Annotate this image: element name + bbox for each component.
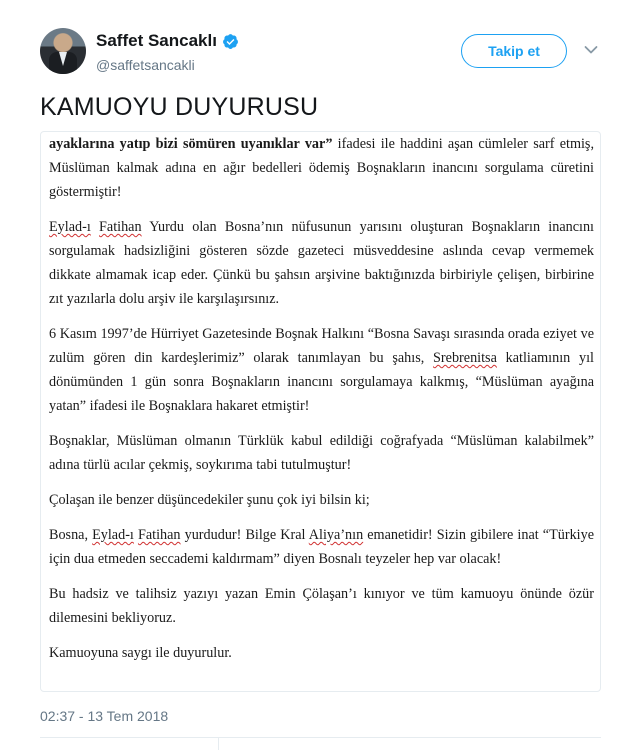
paragraph-3 — [49, 322, 594, 418]
spellcheck-word: Fatihan — [99, 219, 142, 235]
paragraph-1-bold: ayaklarına yatıp bizi sömüren uyanıklar var” — [49, 136, 333, 152]
paragraph-6-part-a: Bosna, — [49, 527, 93, 543]
paragraph-8: Kamuoyuna saygı ile duyurulur. — [49, 645, 232, 661]
stats-divider — [218, 737, 219, 750]
paragraph-4: Boşnaklar, Müslüman olmanın Türklük kabul edildiği coğrafyada “Müslüman kalabilmek” adına türlü acılar çekmiş, soykırıma tabi tutulmuştur! — [49, 433, 594, 473]
name-row — [96, 31, 239, 51]
divider — [40, 737, 601, 738]
paragraph-3-part-b: katliamının yıl dönümünden 1 gün sonra Boşnakların inancını sorgulamaya kalkmış, “Müslüman ayağına yatan” ifadesi ile Boşnaklara hakaret etmiştir! — [49, 350, 594, 414]
tweet-title: KAMUOYU DUYURUSU — [40, 93, 319, 121]
paragraph-2 — [49, 215, 594, 311]
paragraph-5: Çolaşan ile benzer düşüncedekiler şunu çok iyi bilsin ki; — [49, 492, 370, 508]
spellcheck-word: Eylad-ı — [92, 527, 134, 543]
tweet-timestamp[interactable]: 02:37 - 13 Tem 2018 — [40, 708, 169, 724]
user-name[interactable]: Saffet Sancaklı — [96, 31, 217, 50]
follow-button[interactable]: Takip et — [461, 34, 567, 68]
paragraph-1 — [49, 132, 594, 204]
paragraph-1-rest: ifadesi ile haddini aşan cümleler sarf etmiş, Müslüman kalmak adına en ağır bedelleri ödemiş Boşnakların inancını sorgulama cüretini göstermiştir! — [49, 136, 594, 200]
paragraph-7: Bu hadsiz ve talihsiz yazıyı yazan Emin Çölaşan’ı kınıyor ve tüm kamuoyu önünde özür dilemesini bekliyoruz. — [49, 586, 594, 626]
spellcheck-word: Aliya’nın — [308, 527, 364, 543]
chevron-down-icon[interactable] — [584, 45, 598, 55]
spellcheck-word: Srebrenitsa — [433, 350, 497, 366]
paragraph-6-part-c: emanetidir! Sizin gibilere inat “Türkiye için dua etmeden seccademi kaldırmam” diyen Bosnalı teyzeler hep var olacak! — [49, 527, 594, 567]
paragraph-6 — [49, 523, 594, 571]
user-handle[interactable]: @saffetsancakli — [96, 57, 195, 73]
paragraph-6-part-b: yurdudur! Bilge Kral — [180, 527, 309, 543]
avatar[interactable] — [40, 28, 86, 74]
announcement-image[interactable] — [40, 131, 601, 692]
spellcheck-word: Eylad-ı — [49, 219, 91, 235]
spellcheck-word: Fatihan — [137, 527, 181, 543]
verified-badge-icon — [222, 33, 239, 50]
paragraph-3-part-a: 6 Kasım 1997’de Hürriyet Gazetesinde Boşnak Halkını “Bosna Savaşı sırasında orada eziyet ve zulüm gören din kardeşlerimiz” olarak tanımlayan bu şahıs, — [49, 326, 594, 366]
tweet-header — [0, 0, 640, 90]
announcement-text — [49, 132, 594, 676]
paragraph-2-rest: Yurdu olan Bosna’nın nüfusunun yarısını oluşturan Boşnakların inancını sorgulamak hadsizliğini gösteren sözde gazeteci müsveddesine aslında cevap vermemek dikkate almamak icap eder. Çünkü bu şahsın arşivine baktığınızda birbiriyle çelişen, birbirine zıt yazılarla dolu arşiv ile karşılaşırsınız. — [49, 219, 594, 307]
